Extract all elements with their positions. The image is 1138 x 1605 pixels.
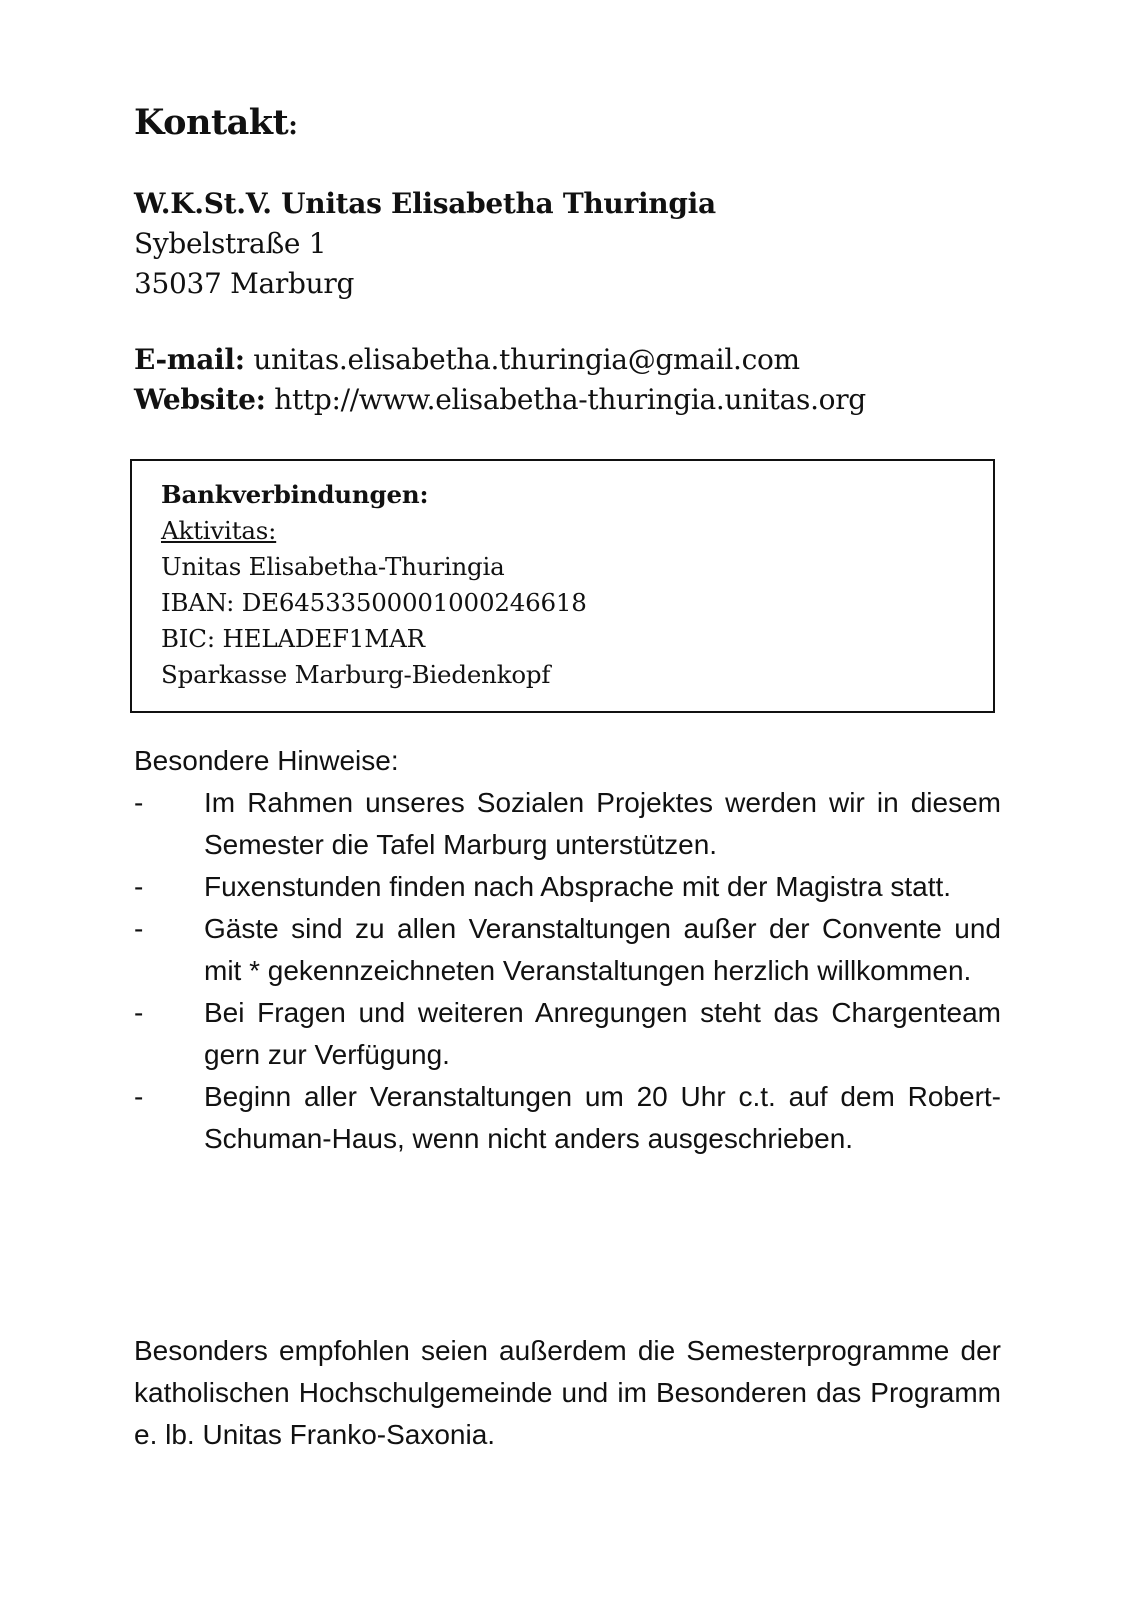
bank-bic: BIC: HELADEF1MAR: [161, 624, 425, 653]
organization-name: W.K.St.V. Unitas Elisabetha Thuringia: [134, 187, 716, 220]
list-item-text: Im Rahmen unseres Sozialen Projektes werden wir in diesem Semester die Tafel Marburg unterstützen.: [204, 787, 1001, 860]
page-title: [134, 102, 297, 143]
notes-section: [134, 740, 1001, 1160]
list-item: [134, 908, 1001, 992]
website-label: Website:: [134, 383, 266, 416]
bullet-dash: -: [134, 1081, 144, 1112]
city-address: 35037 Marburg: [134, 267, 355, 300]
contact-block: [134, 340, 866, 420]
list-item: [134, 1076, 1001, 1160]
list-item-text: Bei Fragen und weiteren Anregungen steht das Chargenteam gern zur Verfügung.: [204, 997, 1001, 1070]
email-line: [134, 340, 866, 380]
bank-subtitle: Aktivitas:: [161, 516, 277, 545]
bank-name: Sparkasse Marburg-Biedenkopf: [161, 660, 551, 689]
list-item-text: Fuxenstunden finden nach Absprache mit der Magistra statt.: [204, 871, 952, 902]
page-title-text: Kontakt: [134, 102, 289, 143]
notes-intro: Besondere Hinweise:: [134, 745, 399, 776]
street-address: Sybelstraße 1: [134, 227, 327, 260]
email-label: E-mail:: [134, 343, 245, 376]
list-item: [134, 992, 1001, 1076]
list-item-text: Gäste sind zu allen Veranstaltungen außer der Convente und mit * gekennzeichneten Veranstaltungen herzlich willkommen.: [204, 913, 1001, 986]
bank-iban: IBAN: DE64533500001000246618: [161, 588, 587, 617]
bullet-dash: -: [134, 913, 144, 944]
list-item: [134, 782, 1001, 866]
list-item-text: Beginn aller Veranstaltungen um 20 Uhr c.t. auf dem Robert-Schuman-Haus, wenn nicht anders ausgeschrieben.: [204, 1081, 1001, 1154]
address-block: [134, 184, 716, 304]
list-item: [134, 866, 1001, 908]
website-line: [134, 380, 866, 420]
bank-title: Bankverbindungen:: [161, 480, 429, 509]
email-value: unitas.elisabetha.thuringia@gmail.com: [253, 343, 800, 376]
page-title-colon: :: [288, 111, 298, 141]
bank-account-name: Unitas Elisabetha-Thuringia: [161, 552, 505, 581]
bullet-dash: -: [134, 787, 144, 818]
website-value: http://www.elisabetha-thuringia.unitas.org: [274, 383, 866, 416]
bullet-dash: -: [134, 997, 144, 1028]
notes-list: [134, 782, 1001, 1160]
closing-paragraph: Besonders empfohlen seien außerdem die Semesterprogramme der katholischen Hochschulgemeinde und im Besonderen das Programm e. lb. Unitas Franko-Saxonia.: [134, 1335, 1001, 1450]
bullet-dash: -: [134, 871, 144, 902]
bank-details-box: [130, 459, 995, 713]
